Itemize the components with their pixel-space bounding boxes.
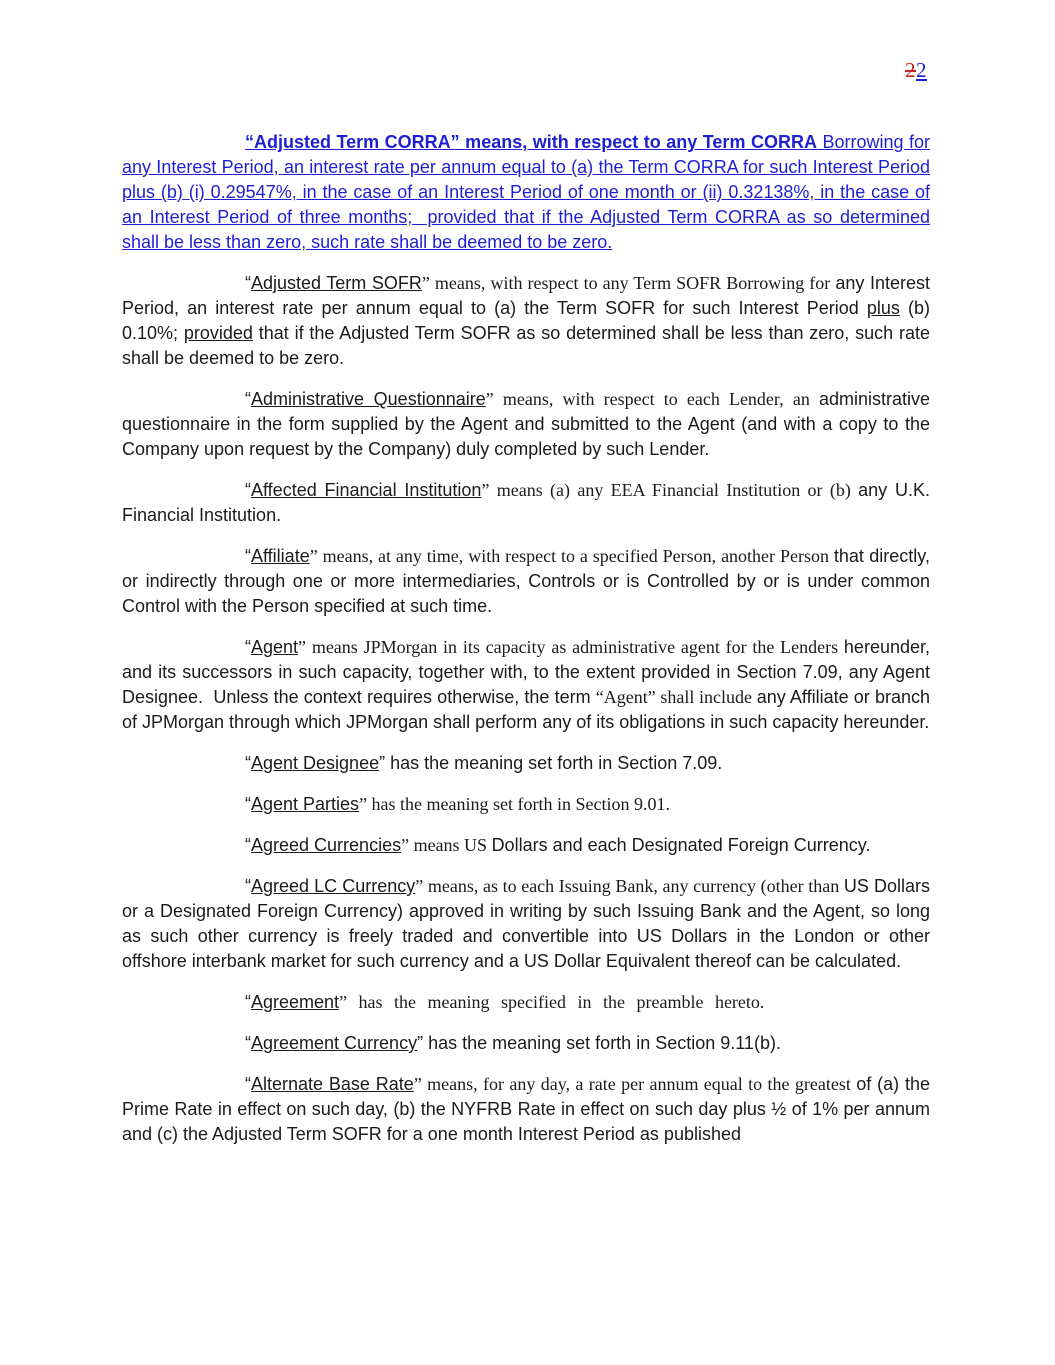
text-run: US Dollars or a Designated Foreign Currency) approved in writing by such Issuing Bank and the Agent, so long as such other currency is freely traded and convertible into US Dollars in the London or other offshore interbank market for such currency and a US Dollar Equivalent thereof can be calculated. bbox=[122, 876, 930, 971]
page-number-deleted: 2 bbox=[905, 58, 916, 82]
page-number-inserted: 2 bbox=[916, 58, 927, 82]
text-run: “ bbox=[245, 637, 251, 657]
text-run: that directly, or indirectly through one or more intermediaries, Controls or is Controlled by or is under common Control with the Person specified at such time. bbox=[122, 546, 930, 616]
text-run: (b) 0.10%; bbox=[122, 298, 930, 343]
def-agreed-lc-currency bbox=[122, 874, 930, 974]
text-run: Agent bbox=[251, 637, 299, 657]
page-number bbox=[905, 60, 927, 81]
def-adjusted-term-corra bbox=[122, 130, 930, 255]
text-run: ” means, with respect to any Term SOFR Borrowing for bbox=[421, 273, 836, 293]
text-run: Adjusted Term SOFR bbox=[251, 273, 422, 293]
def-alternate-base-rate bbox=[122, 1072, 930, 1147]
text-run: administrative questionnaire in the form supplied by the Agent and submitted to the Agent (and with a copy to the Company upon request by the Company) duly completed by such Lender. bbox=[122, 389, 930, 459]
text-run: Borrowing for any Interest Period, an interest rate per annum equal to (a) the Term CORRA for such Interest Period plus (b) (i) 0.29547%, in the case of an Interest Period of one month or (ii) 0.32138%, in the case of an Interest Period of three months; provided that if the Adjusted Term CORRA as so determined shall be less than zero, such rate shall be deemed to be zero. bbox=[122, 132, 930, 252]
text-run: plus bbox=[866, 298, 900, 318]
def-agreed-currencies bbox=[122, 833, 930, 858]
text-run: Agreement bbox=[251, 992, 340, 1012]
text-run: Affected Financial Institution bbox=[251, 480, 482, 500]
text-run: hereunder, and its successors in such capacity, together with, to the extent provided in Section 7.09, any Agent Designee. Unless the context requires otherwise, the term bbox=[122, 637, 930, 707]
text-run: “ bbox=[245, 273, 251, 293]
def-affected-financial-institution bbox=[122, 478, 930, 528]
def-agreement bbox=[122, 990, 930, 1015]
text-run: “ bbox=[245, 389, 251, 409]
text-run: any Interest Period, an interest rate per annum equal to (a) the Term SOFR for such Interest Period bbox=[122, 273, 930, 318]
def-agent-designee bbox=[122, 751, 930, 776]
text-run: “ bbox=[245, 1074, 251, 1094]
text-run: that if the Adjusted Term SOFR as so determined shall be less than zero, such rate shall be deemed to be zero. bbox=[122, 323, 930, 368]
def-administrative-questionnaire bbox=[122, 387, 930, 462]
text-run: “ bbox=[245, 753, 251, 773]
text-run: “ bbox=[245, 546, 251, 566]
text-run: any Affiliate or branch of JPMorgan through which JPMorgan shall perform any of its obligations in such capacity hereunder. bbox=[122, 687, 930, 732]
text-run: provided bbox=[183, 323, 253, 343]
text-run: “ bbox=[245, 835, 251, 855]
text-run: “ bbox=[245, 876, 251, 896]
text-run: Agreement Currency bbox=[251, 1033, 418, 1053]
text-run: ” has the meaning set forth in Section 9.01. bbox=[359, 794, 670, 814]
text-run: of (a) the Prime Rate in effect on such day, (b) the NYFRB Rate in effect on such day plus ½ of 1% per annum and (c) the Adjusted Term SOFR for a one month Interest Period as published bbox=[122, 1074, 930, 1144]
text-run: ” means, for any day, a rate per annum equal to the greatest bbox=[413, 1074, 857, 1094]
text-run: ” means, as to each Issuing Bank, any currency (other than bbox=[415, 876, 844, 896]
text-run: “ bbox=[245, 794, 251, 814]
def-agreement-currency bbox=[122, 1031, 930, 1056]
text-run: Administrative Questionnaire bbox=[251, 389, 486, 409]
text-run: any U.K. Financial Institution. bbox=[122, 480, 930, 525]
text-run: “Adjusted Term CORRA” means, with respect to any Term CORRA bbox=[245, 132, 817, 152]
text-run: ” means, with respect to each Lender, an bbox=[485, 389, 819, 409]
text-run: “ bbox=[245, 992, 251, 1012]
text-run: ” means JPMorgan in its capacity as administrative agent for the Lenders bbox=[298, 637, 844, 657]
text-run: ” means (a) any EEA Financial Institution or (b) bbox=[481, 480, 859, 500]
text-run: ” has the meaning set forth in Section 9.11(b). bbox=[417, 1033, 781, 1053]
text-run: “ bbox=[245, 1033, 251, 1053]
text-run: “Agent” shall include bbox=[595, 687, 757, 707]
def-agent-parties bbox=[122, 792, 930, 817]
text-run: Alternate Base Rate bbox=[251, 1074, 414, 1094]
def-adjusted-term-sofr bbox=[122, 271, 930, 371]
text-run: “ bbox=[245, 480, 251, 500]
text-run: ” has the meaning specified in the preamble hereto. bbox=[339, 992, 765, 1012]
text-run: Agreed Currencies bbox=[251, 835, 402, 855]
def-affiliate bbox=[122, 544, 930, 619]
text-run: Agreed LC Currency bbox=[251, 876, 416, 896]
text-run: Dollars and each Designated Foreign Currency. bbox=[491, 835, 871, 855]
text-run: ” means US bbox=[401, 835, 492, 855]
def-agent bbox=[122, 635, 930, 735]
text-run: Affiliate bbox=[251, 546, 310, 566]
text-run: ” means, at any time, with respect to a specified Person, another Person bbox=[309, 546, 834, 566]
document-body bbox=[122, 130, 930, 1147]
text-run: Agent Designee bbox=[251, 753, 380, 773]
text-run: Agent Parties bbox=[251, 794, 360, 814]
text-run: ” has the meaning set forth in Section 7.09. bbox=[379, 753, 723, 773]
